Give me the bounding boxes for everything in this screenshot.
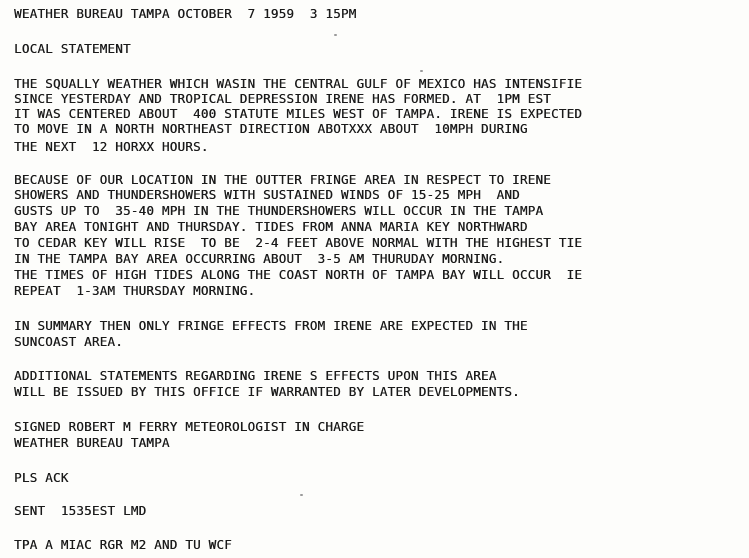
statement-subject: LOCAL STATEMENT [14,41,131,56]
paragraph2-line: GUSTS UP TO 35-40 MPH IN THE THUNDERSHOWERS WILL OCCUR IN THE TAMPA [14,203,544,218]
paragraph2-line: THE TIMES OF HIGH TIDES ALONG THE COAST NORTH OF TAMPA BAY WILL OCCUR IE [14,267,583,282]
paragraph3-line: SUNCOAST AREA. [14,334,123,349]
paragraph1-line: THE SQUALLY WEATHER WHICH WASIN THE CENTRAL GULF OF MEXICO HAS INTENSIFIE [14,76,583,91]
paper-speck [420,70,423,72]
paragraph2-line: BAY AREA TONIGHT AND THURSDAY. TIDES FROM ANNA MARIA KEY NORTHWARD [14,219,528,234]
paragraph1-line: TO MOVE IN A NORTH NORTHEAST DIRECTION ABOTXXX ABOUT 10MPH DURING [14,121,528,136]
paragraph4-line: WILL BE ISSUED BY THIS OFFICE IF WARRANTED BY LATER DEVELOPMENTS. [14,384,520,399]
sent-stamp: SENT 1535EST LMD [14,503,147,518]
ack-request: PLS ACK [14,470,69,485]
paragraph1-line: THE NEXT 12 HORXX HOURS. [14,139,209,154]
bulletin-header: WEATHER BUREAU TAMPA OCTOBER 7 1959 3 15PM [14,6,357,21]
signature-line: WEATHER BUREAU TAMPA [14,435,170,450]
paper-speck [300,494,303,496]
paragraph2-line: TO CEDAR KEY WILL RISE TO BE 2-4 FEET ABOVE NORMAL WITH THE HIGHEST TIE [14,235,583,250]
routing-line: TPA A MIAC RGR M2 AND TU WCF [14,537,232,552]
paragraph2-line: REPEAT 1-3AM THURSDAY MORNING. [14,283,256,298]
paragraph1-line: SINCE YESTERDAY AND TROPICAL DEPRESSION IRENE HAS FORMED. AT 1PM EST [14,91,551,106]
paragraph3-line: IN SUMMARY THEN ONLY FRINGE EFFECTS FROM IRENE ARE EXPECTED IN THE [14,318,528,333]
paragraph4-line: ADDITIONAL STATEMENTS REGARDING IRENE S EFFECTS UPON THIS AREA [14,368,497,383]
paragraph2-line: IN THE TAMPA BAY AREA OCCURRING ABOUT 3-5 AM THURUDAY MORNING. [14,251,505,266]
paragraph1-line: IT WAS CENTERED ABOUT 400 STATUTE MILES WEST OF TAMPA. IRENE IS EXPECTED [14,106,583,121]
signature-line: SIGNED ROBERT M FERRY METEOROLOGIST IN CHARGE [14,419,365,434]
paragraph2-line: SHOWERS AND THUNDERSHOWERS WITH SUSTAINED WINDS OF 15-25 MPH AND [14,187,520,202]
paper-speck [334,34,337,36]
paragraph2-line: BECAUSE OF OUR LOCATION IN THE OUTTER FRINGE AREA IN RESPECT TO IRENE [14,172,551,187]
